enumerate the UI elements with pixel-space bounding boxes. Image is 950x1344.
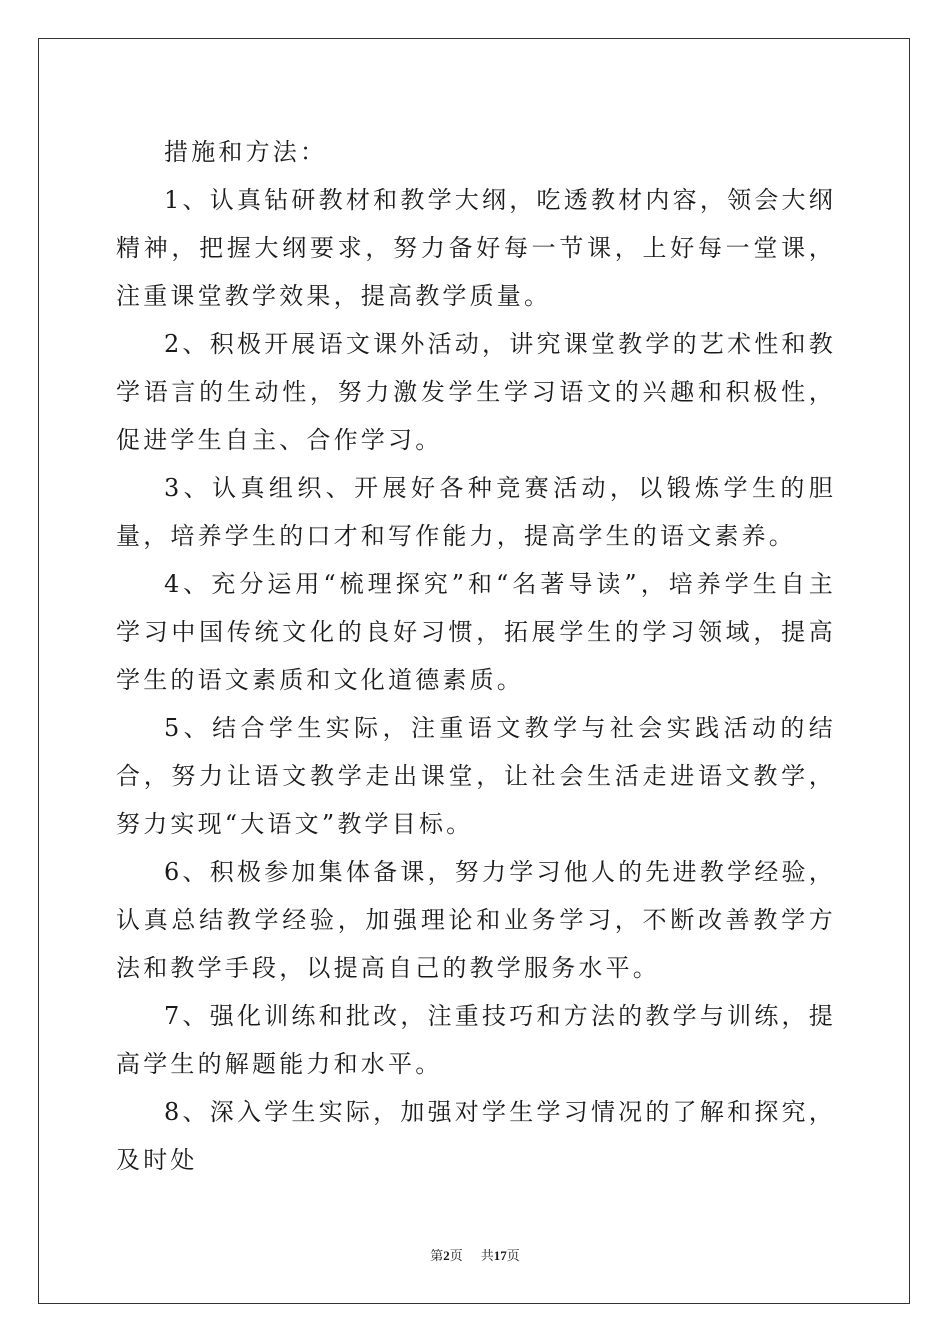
footer-total-suffix: 页 — [506, 1249, 520, 1264]
paragraph-item-5: 5、结合学生实际，注重语文教学与社会实践活动的结合，努力让语文教学走出课堂，让社会生活走进语文教学，努力实现“大语文”教学目标。 — [116, 714, 836, 838]
paragraph-item-1: 1、认真钻研教材和教学大纲，吃透教材内容，领会大纲精神，把握大纲要求，努力备好每一节课，上好每一堂课，注重课堂教学效果，提高教学质量。 — [116, 186, 836, 310]
document-body — [116, 128, 836, 1184]
paragraph-item-4: 4、充分运用“梳理探究”和“名著导读”，培养学生自主学习中国传统文化的良好习惯，拓展学生的学习领域，提高学生的语文素质和文化道德素质。 — [116, 570, 836, 694]
footer-total-pages: 17 — [493, 1248, 507, 1263]
paragraph-item-8: 8、深入学生实际，加强对学生学习情况的了解和探究，及时处 — [116, 1098, 836, 1174]
paragraph-item-6: 6、积极参加集体备课，努力学习他人的先进教学经验，认真总结教学经验，加强理论和业务学习，不断改善教学方法和教学手段，以提高自己的教学服务水平。 — [116, 858, 836, 982]
footer-page-suffix: 页 — [449, 1249, 463, 1264]
paragraph-item-3: 3、认真组织、开展好各种竞赛活动，以锻炼学生的胆量，培养学生的口才和写作能力，提高学生的语文素养。 — [116, 474, 836, 550]
footer-page-prefix: 第 — [430, 1249, 444, 1264]
footer-total-prefix: 共 — [480, 1249, 494, 1264]
paragraph-item-7: 7、强化训练和批改，注重技巧和方法的教学与训练，提高学生的解题能力和水平。 — [116, 1002, 836, 1078]
paragraph-item-2: 2、积极开展语文课外活动，讲究课堂教学的艺术性和教学语言的生动性，努力激发学生学习语文的兴趣和积极性，促进学生自主、合作学习。 — [116, 330, 836, 454]
footer-page-number: 2 — [443, 1248, 450, 1263]
page-footer — [0, 1246, 950, 1267]
paragraph-heading: 措施和方法： — [164, 138, 328, 166]
